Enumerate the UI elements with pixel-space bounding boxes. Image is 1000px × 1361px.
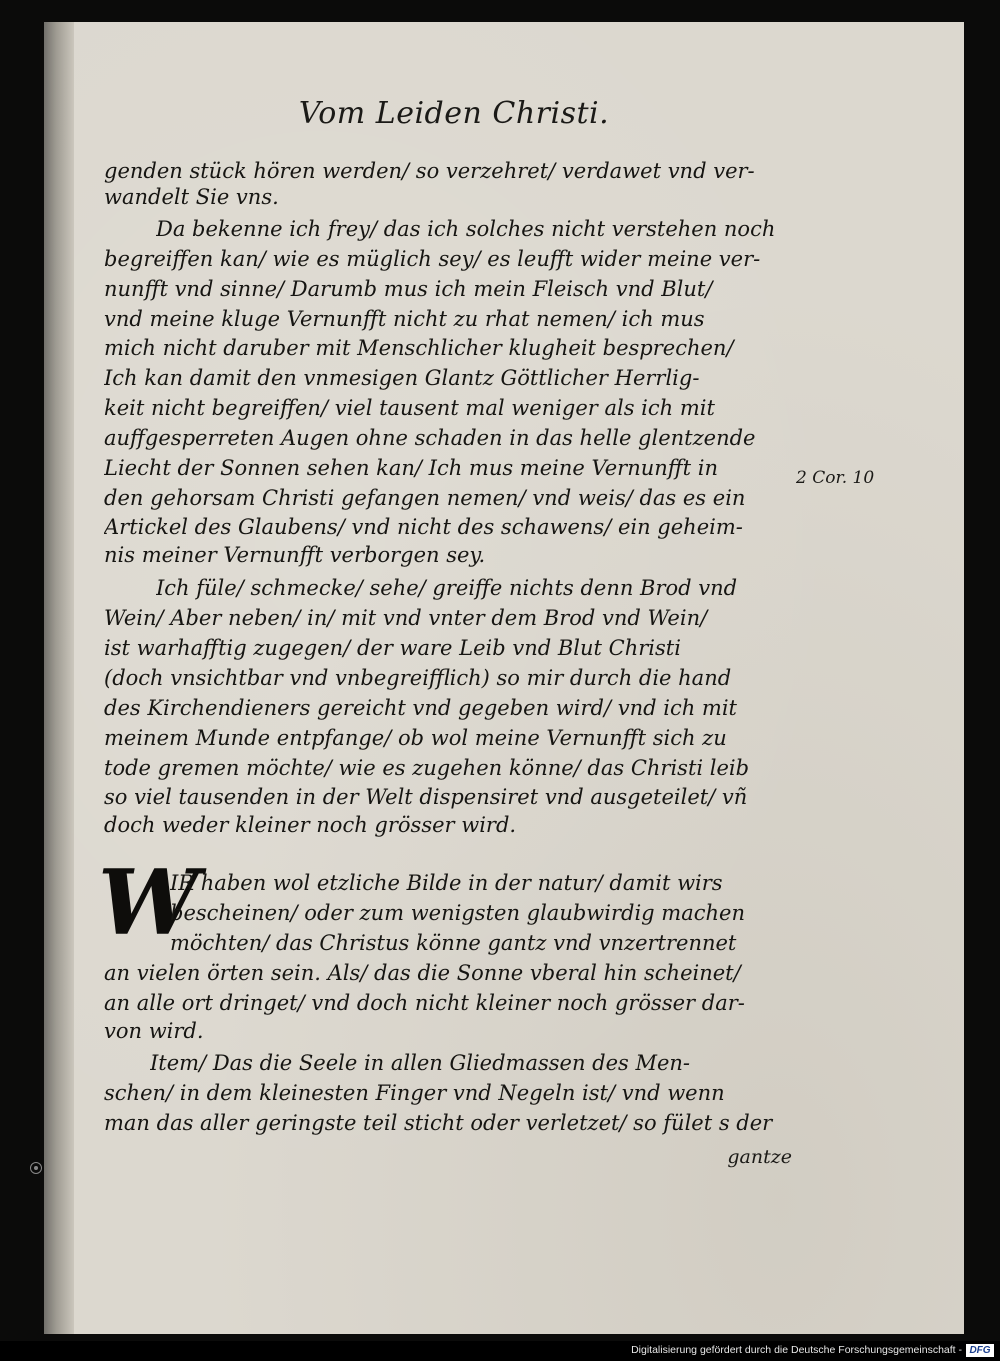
- text-line: genden stück hören werden/ so verzehret/ verdawet vnd ver-: [104, 159, 755, 183]
- decorated-initial: W: [98, 850, 200, 956]
- text-line: man das aller geringste teil sticht oder verletzet/ so fület s der: [104, 1111, 773, 1135]
- text-line: Liecht der Sonnen sehen kan/ Ich mus meine Vernunfft in: [104, 456, 719, 480]
- text-line: tode gremen möchte/ wie es zugehen könne/ das Christi leib: [104, 756, 750, 780]
- text-line: Da bekenne ich frey/ das ich solches nicht verstehen noch: [156, 217, 776, 241]
- text-line: vnd meine kluge Vernunfft nicht zu rhat nemen/ ich mus: [104, 307, 705, 331]
- text-line: nunfft vnd sinne/ Darumb mus ich mein Fleisch vnd Blut/: [104, 277, 713, 301]
- text-line: meinem Munde entpfange/ ob wol meine Vernunfft sich zu: [104, 726, 727, 750]
- text-line: an alle ort dringet/ vnd doch nicht kleiner noch grösser dar-: [104, 991, 745, 1015]
- text-line: nis meiner Vernunfft verborgen sey.: [104, 543, 486, 567]
- text-line: so viel tausenden in der Welt dispensiret vnd ausgeteilet/ vñ: [104, 785, 748, 809]
- text-line: Ich füle/ schmecke/ sehe/ greiffe nichts denn Brod vnd: [156, 576, 738, 600]
- text-line: Wein/ Aber neben/ in/ mit vnd vnter dem Brod vnd Wein/: [104, 606, 708, 630]
- catchword: gantze: [727, 1146, 792, 1168]
- margin-reference: 2 Cor. 10: [796, 468, 875, 488]
- library-stamp-icon: [30, 1162, 42, 1174]
- footer-bar: [0, 1341, 1000, 1361]
- text-line: wandelt Sie vns.: [104, 185, 279, 209]
- running-head: Vom Leiden Christi.: [298, 96, 610, 131]
- text-line: IR haben wol etzliche Bilde in der natur/ damit wirs: [170, 871, 723, 895]
- text-line: ist warhafftig zugegen/ der ware Leib vnd Blut Christi: [104, 636, 681, 660]
- text-line: doch weder kleiner noch grösser wird.: [104, 813, 517, 837]
- text-line: begreiffen kan/ wie es müglich sey/ es leufft wider meine ver-: [104, 247, 761, 271]
- text-line: möchten/ das Christus könne gantz vnd vnzertrennet: [170, 931, 737, 955]
- page-gutter-shadow: [44, 22, 74, 1334]
- text-line: (doch vnsichtbar vnd vnbegreifflich) so mir durch die hand: [104, 666, 732, 690]
- text-line: den gehorsam Christi gefangen nemen/ vnd weis/ das es ein: [104, 486, 746, 510]
- text-line: keit nicht begreiffen/ viel tausent mal weniger als ich mit: [104, 396, 715, 420]
- text-line: auffgesperreten Augen ohne schaden in das helle glentzende: [104, 426, 756, 450]
- text-line: schen/ in dem kleinesten Finger vnd Negeln ist/ vnd wenn: [104, 1081, 725, 1105]
- text-line: von wird.: [104, 1019, 204, 1043]
- text-line: an vielen örten sein. Als/ das die Sonne vberal hin scheinet/: [104, 961, 741, 985]
- text-line: mich nicht daruber mit Menschlicher klugheit besprechen/: [104, 336, 734, 360]
- funding-credit: Digitalisierung gefördert durch die Deutsche Forschungsgemeinschaft -: [631, 1344, 962, 1356]
- text-line: des Kirchendieners gereicht vnd gegeben wird/ vnd ich mit: [104, 696, 737, 720]
- text-line: Item/ Das die Seele in allen Gliedmassen des Men-: [150, 1051, 691, 1075]
- text-line: Artickel des Glaubens/ vnd nicht des schawens/ ein geheim-: [104, 515, 743, 539]
- text-line: Ich kan damit den vnmesigen Glantz Göttlicher Herrlig-: [104, 366, 700, 390]
- text-line: bescheinen/ oder zum wenigsten glaubwirdig machen: [170, 901, 745, 925]
- dfg-logo-icon: DFG: [966, 1344, 994, 1357]
